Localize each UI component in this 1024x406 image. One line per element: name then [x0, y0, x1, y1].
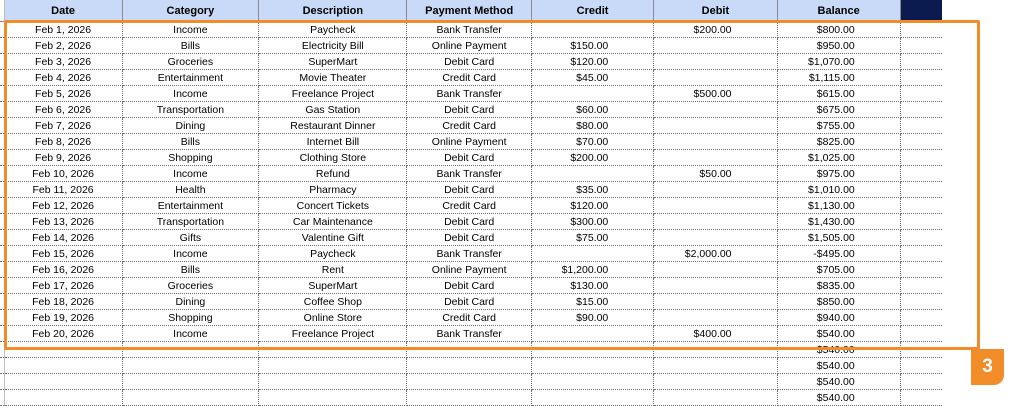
- cell-empty[interactable]: [4, 358, 122, 374]
- cell-category[interactable]: Transportation: [122, 102, 259, 118]
- cell-debit[interactable]: [654, 70, 777, 86]
- cell-description[interactable]: Clothing Store: [259, 150, 407, 166]
- cell-date[interactable]: Feb 18, 2026: [4, 294, 122, 310]
- cell-empty[interactable]: [900, 342, 942, 358]
- cell-empty[interactable]: [900, 182, 942, 198]
- cell-payment-method[interactable]: Credit Card: [407, 118, 531, 134]
- cell-description[interactable]: Freelance Project: [259, 86, 407, 102]
- cell-empty[interactable]: [900, 358, 942, 374]
- cell-outside: [942, 214, 1024, 230]
- cell-outside: [942, 262, 1024, 278]
- cell-empty[interactable]: [122, 390, 259, 406]
- header-row: [0, 0, 1024, 22]
- table-row: [0, 310, 1024, 326]
- cell-date[interactable]: Feb 4, 2026: [4, 70, 122, 86]
- cell-payment-method[interactable]: Online Payment: [407, 38, 531, 54]
- cell-empty[interactable]: [654, 374, 777, 390]
- cell-date[interactable]: Feb 1, 2026: [4, 22, 122, 38]
- cell-payment-method[interactable]: Credit Card: [407, 198, 531, 214]
- header-category[interactable]: Category: [122, 0, 259, 22]
- cell-date[interactable]: Feb 19, 2026: [4, 310, 122, 326]
- cell-debit[interactable]: $400.00: [654, 326, 777, 342]
- header-credit[interactable]: Credit: [531, 0, 653, 22]
- cell-empty[interactable]: [4, 342, 122, 358]
- cell-debit[interactable]: [654, 310, 777, 326]
- cell-balance[interactable]: $705.00: [777, 262, 900, 278]
- cell-empty[interactable]: [122, 374, 259, 390]
- cell-balance[interactable]: $850.00: [777, 294, 900, 310]
- cell-balance[interactable]: $675.00: [777, 102, 900, 118]
- cell-balance[interactable]: $1,505.00: [777, 230, 900, 246]
- cell-balance[interactable]: $540.00: [777, 326, 900, 342]
- cell-description[interactable]: Freelance Project: [259, 326, 407, 342]
- cell-category[interactable]: Income: [122, 166, 259, 182]
- cell-credit[interactable]: $200.00: [531, 150, 653, 166]
- cell-date[interactable]: Feb 7, 2026: [4, 118, 122, 134]
- table-row: [0, 342, 1024, 358]
- cell-category[interactable]: Income: [122, 86, 259, 102]
- cell-date[interactable]: Feb 2, 2026: [4, 38, 122, 54]
- cell-balance[interactable]: $825.00: [777, 134, 900, 150]
- cell-description[interactable]: Restaurant Dinner: [259, 118, 407, 134]
- header-description[interactable]: Description: [259, 0, 407, 22]
- header-navy-block: [900, 0, 942, 22]
- cell-outside: [942, 294, 1024, 310]
- cell-outside: [942, 246, 1024, 262]
- cell-credit[interactable]: $120.00: [531, 54, 653, 70]
- cell-debit[interactable]: [654, 118, 777, 134]
- table-row: [0, 326, 1024, 342]
- cell-outside: [942, 70, 1024, 86]
- table-row: [0, 54, 1024, 70]
- table-row: [0, 70, 1024, 86]
- cell-empty[interactable]: [900, 310, 942, 326]
- cell-credit[interactable]: $45.00: [531, 70, 653, 86]
- cell-credit[interactable]: [531, 326, 653, 342]
- cell-empty[interactable]: [407, 374, 531, 390]
- cell-payment-method[interactable]: Bank Transfer: [407, 22, 531, 38]
- cell-outside: [942, 102, 1024, 118]
- cell-debit[interactable]: [654, 150, 777, 166]
- cell-empty[interactable]: [900, 214, 942, 230]
- cell-empty[interactable]: [900, 70, 942, 86]
- cell-outside: [942, 118, 1024, 134]
- cell-payment-method[interactable]: Online Payment: [407, 134, 531, 150]
- table-row: [0, 22, 1024, 38]
- cell-empty[interactable]: [900, 134, 942, 150]
- cell-balance[interactable]: $835.00: [777, 278, 900, 294]
- cell-date[interactable]: Feb 15, 2026: [4, 246, 122, 262]
- table-row: [0, 166, 1024, 182]
- cell-balance[interactable]: $1,130.00: [777, 198, 900, 214]
- table-row: [0, 262, 1024, 278]
- cell-debit[interactable]: [654, 230, 777, 246]
- table-row: [0, 390, 1024, 406]
- cell-outside: [942, 310, 1024, 326]
- cell-debit[interactable]: $2,000.00: [654, 246, 777, 262]
- cell-category[interactable]: Transportation: [122, 214, 259, 230]
- cell-description[interactable]: Car Maintenance: [259, 214, 407, 230]
- cell-category[interactable]: Shopping: [122, 310, 259, 326]
- cell-description[interactable]: Gas Station: [259, 102, 407, 118]
- cell-debit[interactable]: [654, 134, 777, 150]
- cell-balance[interactable]: $940.00: [777, 310, 900, 326]
- cell-empty[interactable]: [900, 150, 942, 166]
- header-empty: [942, 0, 1024, 22]
- cell-outside: [942, 278, 1024, 294]
- cell-date[interactable]: Feb 20, 2026: [4, 326, 122, 342]
- cell-empty[interactable]: [407, 358, 531, 374]
- cell-empty[interactable]: [900, 390, 942, 406]
- cell-balance[interactable]: $950.00: [777, 38, 900, 54]
- cell-empty[interactable]: [900, 102, 942, 118]
- cell-description[interactable]: Rent: [259, 262, 407, 278]
- cell-balance[interactable]: $755.00: [777, 118, 900, 134]
- cell-payment-method[interactable]: Online Payment: [407, 262, 531, 278]
- cell-empty[interactable]: [531, 358, 653, 374]
- cell-balance[interactable]: $1,010.00: [777, 182, 900, 198]
- cell-credit[interactable]: $35.00: [531, 182, 653, 198]
- cell-payment-method[interactable]: Debit Card: [407, 102, 531, 118]
- cell-payment-method[interactable]: Debit Card: [407, 278, 531, 294]
- cell-credit[interactable]: $60.00: [531, 102, 653, 118]
- cell-debit[interactable]: [654, 182, 777, 198]
- cell-empty[interactable]: [900, 230, 942, 246]
- cell-credit[interactable]: [531, 166, 653, 182]
- table-row: [0, 182, 1024, 198]
- cell-balance[interactable]: $540.00: [777, 390, 900, 406]
- table-row: [0, 118, 1024, 134]
- cell-category[interactable]: Entertainment: [122, 198, 259, 214]
- cell-empty[interactable]: [407, 390, 531, 406]
- cell-debit[interactable]: $500.00: [654, 86, 777, 102]
- table-row: [0, 102, 1024, 118]
- cell-empty[interactable]: [900, 326, 942, 342]
- cell-empty[interactable]: [900, 246, 942, 262]
- cell-description[interactable]: Coffee Shop: [259, 294, 407, 310]
- cell-description[interactable]: Electricity Bill: [259, 38, 407, 54]
- cell-date[interactable]: Feb 6, 2026: [4, 102, 122, 118]
- cell-payment-method[interactable]: Bank Transfer: [407, 326, 531, 342]
- cell-description[interactable]: SuperMart: [259, 278, 407, 294]
- cell-description[interactable]: Valentine Gift: [259, 230, 407, 246]
- cell-empty[interactable]: [900, 198, 942, 214]
- cell-debit[interactable]: [654, 278, 777, 294]
- cell-payment-method[interactable]: Bank Transfer: [407, 166, 531, 182]
- cell-outside: [942, 326, 1024, 342]
- cell-credit[interactable]: $120.00: [531, 198, 653, 214]
- cell-credit[interactable]: [531, 22, 653, 38]
- header-payment-method[interactable]: Payment Method: [407, 0, 531, 22]
- table-row: [0, 214, 1024, 230]
- cell-credit[interactable]: [531, 86, 653, 102]
- cell-category[interactable]: Income: [122, 246, 259, 262]
- cell-credit[interactable]: $1,200.00: [531, 262, 653, 278]
- cell-empty[interactable]: [259, 390, 407, 406]
- cell-category[interactable]: Income: [122, 326, 259, 342]
- cell-debit[interactable]: [654, 262, 777, 278]
- cell-balance[interactable]: $1,070.00: [777, 54, 900, 70]
- cell-category[interactable]: Health: [122, 182, 259, 198]
- cell-outside: [942, 390, 1024, 406]
- cell-empty[interactable]: [259, 374, 407, 390]
- cell-balance[interactable]: $1,430.00: [777, 214, 900, 230]
- cell-balance[interactable]: $540.00: [777, 374, 900, 390]
- cell-description[interactable]: Internet Bill: [259, 134, 407, 150]
- cell-outside: [942, 182, 1024, 198]
- cell-debit[interactable]: $50.00: [654, 166, 777, 182]
- header-debit[interactable]: Debit: [654, 0, 777, 22]
- cell-date[interactable]: Feb 12, 2026: [4, 198, 122, 214]
- cell-date[interactable]: Feb 9, 2026: [4, 150, 122, 166]
- cell-balance[interactable]: $1,115.00: [777, 70, 900, 86]
- cell-empty[interactable]: [900, 278, 942, 294]
- cell-outside: [942, 134, 1024, 150]
- table-row: [0, 230, 1024, 246]
- cell-outside: [942, 198, 1024, 214]
- cell-category[interactable]: Groceries: [122, 54, 259, 70]
- cell-balance[interactable]: $540.00: [777, 342, 900, 358]
- cell-category[interactable]: Groceries: [122, 278, 259, 294]
- cell-description[interactable]: Online Store: [259, 310, 407, 326]
- table-row: [0, 246, 1024, 262]
- cell-date[interactable]: Feb 11, 2026: [4, 182, 122, 198]
- cell-category[interactable]: Income: [122, 22, 259, 38]
- cell-payment-method[interactable]: Debit Card: [407, 230, 531, 246]
- cell-empty[interactable]: [259, 342, 407, 358]
- cell-date[interactable]: Feb 10, 2026: [4, 166, 122, 182]
- cell-payment-method[interactable]: Credit Card: [407, 310, 531, 326]
- cell-category[interactable]: Dining: [122, 118, 259, 134]
- cell-empty[interactable]: [654, 358, 777, 374]
- sheet-body: [0, 22, 1024, 406]
- cell-empty[interactable]: [122, 342, 259, 358]
- cell-outside: [942, 54, 1024, 70]
- header-balance[interactable]: Balance: [777, 0, 900, 22]
- cell-empty[interactable]: [531, 342, 653, 358]
- cell-outside: [942, 150, 1024, 166]
- cell-date[interactable]: Feb 14, 2026: [4, 230, 122, 246]
- cell-empty[interactable]: [900, 22, 942, 38]
- table-row: [0, 38, 1024, 54]
- cell-balance[interactable]: $540.00: [777, 358, 900, 374]
- cell-payment-method[interactable]: Credit Card: [407, 70, 531, 86]
- cell-date[interactable]: Feb 8, 2026: [4, 134, 122, 150]
- cell-date[interactable]: Feb 16, 2026: [4, 262, 122, 278]
- cell-credit[interactable]: $70.00: [531, 134, 653, 150]
- cell-empty[interactable]: [900, 262, 942, 278]
- cell-debit[interactable]: [654, 102, 777, 118]
- cell-empty[interactable]: [900, 374, 942, 390]
- cell-description[interactable]: Movie Theater: [259, 70, 407, 86]
- cell-outside: [942, 230, 1024, 246]
- cell-payment-method[interactable]: Debit Card: [407, 214, 531, 230]
- cell-credit[interactable]: $75.00: [531, 230, 653, 246]
- cell-category[interactable]: Gifts: [122, 230, 259, 246]
- cell-debit[interactable]: [654, 38, 777, 54]
- table-row: [0, 294, 1024, 310]
- cell-category[interactable]: Dining: [122, 294, 259, 310]
- cell-outside: [942, 86, 1024, 102]
- cell-balance[interactable]: $800.00: [777, 22, 900, 38]
- cell-payment-method[interactable]: Bank Transfer: [407, 86, 531, 102]
- table-row: [0, 198, 1024, 214]
- table-row: [0, 278, 1024, 294]
- cell-description[interactable]: SuperMart: [259, 54, 407, 70]
- cell-outside: [942, 38, 1024, 54]
- cell-date[interactable]: Feb 5, 2026: [4, 86, 122, 102]
- cell-credit[interactable]: $150.00: [531, 38, 653, 54]
- cell-outside: [942, 22, 1024, 38]
- cell-credit[interactable]: [531, 246, 653, 262]
- cell-credit[interactable]: $300.00: [531, 214, 653, 230]
- cell-empty[interactable]: [900, 166, 942, 182]
- header-date[interactable]: Date: [4, 0, 122, 22]
- cell-date[interactable]: Feb 3, 2026: [4, 54, 122, 70]
- table-row: [0, 374, 1024, 390]
- table-row: [0, 358, 1024, 374]
- cell-debit[interactable]: [654, 198, 777, 214]
- cell-debit[interactable]: [654, 54, 777, 70]
- cell-empty[interactable]: [4, 390, 122, 406]
- table-row: [0, 86, 1024, 102]
- cell-credit[interactable]: $15.00: [531, 294, 653, 310]
- cell-description[interactable]: Refund: [259, 166, 407, 182]
- cell-empty[interactable]: [900, 38, 942, 54]
- cell-empty[interactable]: [531, 390, 653, 406]
- cell-category[interactable]: Entertainment: [122, 70, 259, 86]
- cell-payment-method[interactable]: Debit Card: [407, 54, 531, 70]
- cell-empty[interactable]: [531, 374, 653, 390]
- cell-balance[interactable]: $975.00: [777, 166, 900, 182]
- cell-description[interactable]: Pharmacy: [259, 182, 407, 198]
- cell-empty[interactable]: [900, 294, 942, 310]
- cell-balance[interactable]: -$495.00: [777, 246, 900, 262]
- cell-category[interactable]: Bills: [122, 134, 259, 150]
- cell-category[interactable]: Bills: [122, 38, 259, 54]
- cell-debit[interactable]: $200.00: [654, 22, 777, 38]
- cell-payment-method[interactable]: Debit Card: [407, 150, 531, 166]
- cell-debit[interactable]: [654, 214, 777, 230]
- cell-empty[interactable]: [900, 86, 942, 102]
- cell-balance[interactable]: $1,025.00: [777, 150, 900, 166]
- cell-date[interactable]: Feb 17, 2026: [4, 278, 122, 294]
- cell-credit[interactable]: $130.00: [531, 278, 653, 294]
- cell-payment-method[interactable]: Debit Card: [407, 182, 531, 198]
- cell-date[interactable]: Feb 13, 2026: [4, 214, 122, 230]
- cell-empty[interactable]: [259, 358, 407, 374]
- cell-empty[interactable]: [407, 342, 531, 358]
- cell-description[interactable]: Concert Tickets: [259, 198, 407, 214]
- cell-debit[interactable]: [654, 294, 777, 310]
- cell-category[interactable]: Bills: [122, 262, 259, 278]
- cell-credit[interactable]: $80.00: [531, 118, 653, 134]
- cell-credit[interactable]: $90.00: [531, 310, 653, 326]
- cell-payment-method[interactable]: Bank Transfer: [407, 246, 531, 262]
- step-badge: 3: [971, 349, 1004, 385]
- cell-empty[interactable]: [4, 374, 122, 390]
- cell-outside: [942, 166, 1024, 182]
- table-row: [0, 150, 1024, 166]
- cell-empty[interactable]: [122, 358, 259, 374]
- cell-category[interactable]: Shopping: [122, 150, 259, 166]
- cell-empty[interactable]: [900, 54, 942, 70]
- table-row: [0, 134, 1024, 150]
- cell-description[interactable]: Paycheck: [259, 246, 407, 262]
- cell-empty[interactable]: [900, 118, 942, 134]
- cell-payment-method[interactable]: Debit Card: [407, 294, 531, 310]
- cell-empty[interactable]: [654, 342, 777, 358]
- cell-description[interactable]: Paycheck: [259, 22, 407, 38]
- cell-balance[interactable]: $615.00: [777, 86, 900, 102]
- cell-empty[interactable]: [654, 390, 777, 406]
